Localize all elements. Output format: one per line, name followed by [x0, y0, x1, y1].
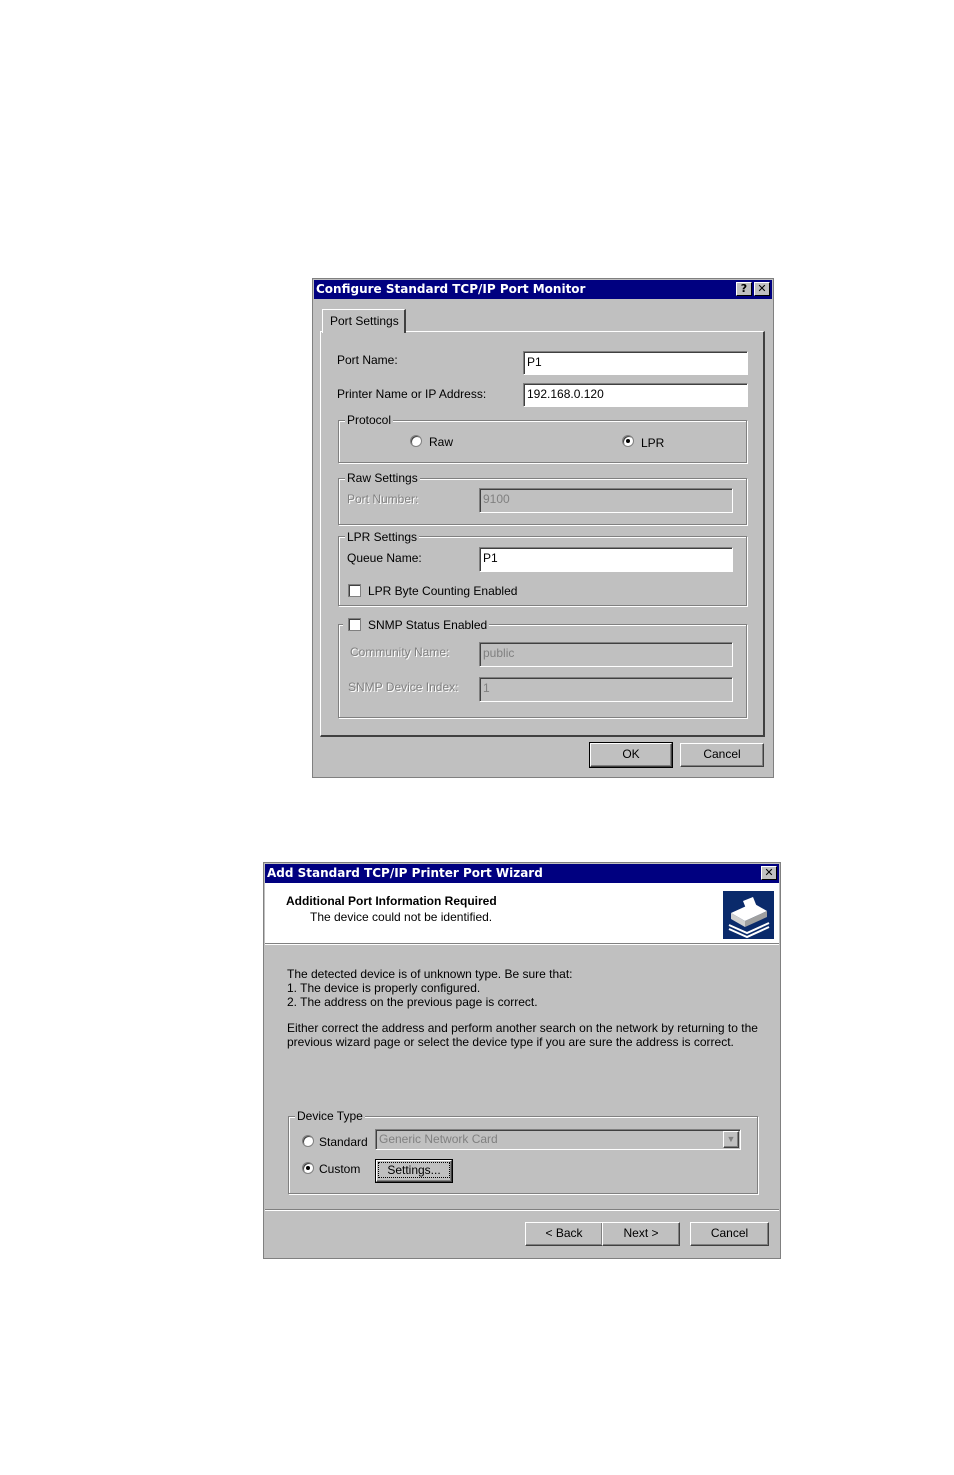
ok-button[interactable]: OK	[590, 743, 672, 767]
dialog-title: Configure Standard TCP/IP Port Monitor	[316, 282, 586, 296]
tab-port-settings[interactable]	[322, 309, 406, 333]
port-name-input[interactable]: P1	[523, 351, 748, 375]
community-name-label: Community Name:	[350, 645, 450, 659]
wizard-title: Add Standard TCP/IP Printer Port Wizard	[267, 866, 543, 880]
header-divider	[265, 943, 779, 945]
next-button[interactable]: Next >	[602, 1222, 680, 1246]
dialog-title-bar[interactable]	[314, 280, 772, 299]
lpr-settings-legend: LPR Settings	[347, 530, 418, 544]
body-line-3: 2. The address on the previous page is correct.	[287, 995, 538, 1009]
snmp-device-index-input[interactable]: 1	[479, 677, 733, 702]
queue-name-label: Queue Name:	[347, 551, 422, 565]
wizard-header-title: Additional Port Information Required	[286, 894, 497, 908]
printer-address-input[interactable]: 192.168.0.120	[523, 383, 748, 407]
close-icon[interactable]: ✕	[761, 866, 777, 880]
lpr-label: LPR	[641, 436, 665, 450]
snmp-status-label: SNMP Status Enabled	[368, 618, 488, 632]
wizard-title-bar[interactable]	[265, 864, 779, 883]
lpr-byte-counting-label: LPR Byte Counting Enabled	[368, 584, 518, 598]
snmp-device-index-label: SNMP Device Index:	[348, 680, 459, 694]
wizard-cancel-button[interactable]: Cancel	[690, 1222, 769, 1246]
port-name-label: Port Name:	[337, 353, 398, 367]
footer-divider	[265, 1209, 779, 1211]
close-icon[interactable]: ✕	[754, 282, 770, 296]
snmp-group	[338, 624, 747, 718]
body-line-2: 1. The device is properly configured.	[287, 981, 481, 995]
community-name-input[interactable]: public	[479, 642, 733, 667]
tab-label: Port Settings	[330, 314, 399, 328]
body-line-1: The detected device is of unknown type. Be sure that:	[287, 967, 573, 981]
cancel-button[interactable]: Cancel	[680, 743, 764, 767]
printer-port-icon	[723, 891, 774, 939]
protocol-group	[338, 420, 747, 463]
lpr-radio[interactable]	[622, 435, 634, 447]
back-button[interactable]: < Back	[525, 1222, 603, 1246]
wizard-header-subtitle: The device could not be identified.	[310, 910, 493, 924]
device-type-legend: Device Type	[297, 1109, 363, 1123]
help-icon[interactable]: ?	[736, 282, 752, 296]
printer-address-label: Printer Name or IP Address:	[337, 387, 487, 401]
standard-device-value: Generic Network Card	[379, 1132, 498, 1146]
raw-settings-legend: Raw Settings	[347, 471, 418, 485]
lpr-byte-counting-checkbox[interactable]	[348, 584, 361, 597]
queue-name-input[interactable]: P1	[479, 547, 733, 572]
custom-label: Custom	[319, 1162, 361, 1176]
body-line-5: previous wizard page or select the device type if you are sure the address is correct.	[287, 1035, 734, 1049]
add-port-wizard-dialog	[263, 862, 781, 1259]
standard-label: Standard	[319, 1135, 368, 1149]
standard-radio[interactable]	[302, 1135, 314, 1147]
snmp-status-checkbox[interactable]	[348, 618, 361, 631]
body-line-4: Either correct the address and perform another search on the network by returning to the	[287, 1021, 758, 1035]
chevron-down-icon[interactable]: ▼	[723, 1131, 739, 1148]
custom-radio[interactable]	[302, 1162, 314, 1174]
settings-button[interactable]	[376, 1160, 452, 1182]
device-type-group	[288, 1116, 758, 1194]
raw-label: Raw	[429, 435, 454, 449]
protocol-legend: Protocol	[347, 413, 392, 427]
configure-port-dialog	[312, 278, 774, 778]
standard-device-select[interactable]	[375, 1129, 741, 1150]
raw-radio[interactable]	[410, 435, 422, 447]
settings-label: Settings...	[378, 1162, 449, 1178]
port-number-input[interactable]: 9100	[479, 488, 733, 513]
port-number-label: Port Number:	[347, 492, 419, 506]
